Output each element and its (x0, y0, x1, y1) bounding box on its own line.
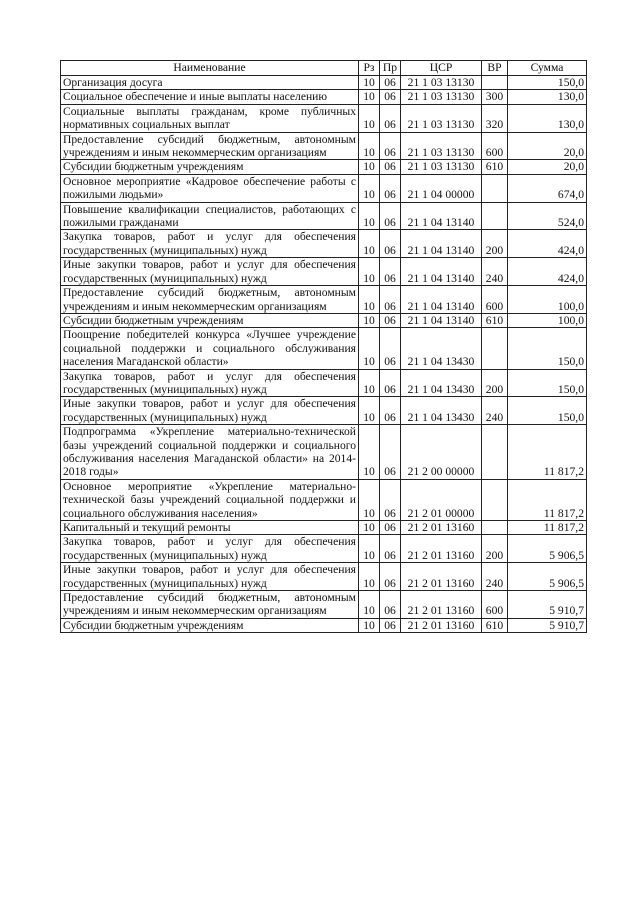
cell-sum: 11 817,2 (508, 479, 587, 520)
table-row (61, 328, 587, 369)
budget-table (60, 60, 587, 633)
cell-sum: 5 910,7 (508, 591, 587, 619)
header-name: Наименование (61, 61, 359, 76)
cell-sum: 150,0 (508, 397, 587, 425)
cell-csr: 21 2 01 00000 (401, 479, 482, 520)
cell-vr: 600 (482, 591, 508, 619)
cell-csr: 21 1 04 13140 (401, 230, 482, 258)
cell-pr: 06 (380, 104, 401, 132)
cell-name: Субсидии бюджетным учреждениям (61, 160, 359, 174)
cell-vr: 300 (482, 90, 508, 104)
cell-rz: 10 (359, 479, 380, 520)
cell-pr: 06 (380, 258, 401, 286)
table-row (61, 104, 587, 132)
table-row (61, 76, 587, 90)
cell-name: Предоставление субсидий бюджетным, автономным учреждениям и иным некоммерческим организациям (61, 591, 359, 619)
table-row (61, 160, 587, 174)
cell-csr: 21 2 01 13160 (401, 591, 482, 619)
cell-name: Закупка товаров, работ и услуг для обеспечения государственных (муниципальных) нужд (61, 535, 359, 563)
cell-csr: 21 2 01 13160 (401, 521, 482, 535)
table-row (61, 90, 587, 104)
header-csr: ЦСР (401, 61, 482, 76)
cell-rz: 10 (359, 618, 380, 632)
cell-pr: 06 (380, 591, 401, 619)
table-row (61, 591, 587, 619)
table-row (61, 563, 587, 591)
cell-name: Подпрограмма «Укрепление материально-технической базы учреждений социальной поддержки и социального обслуживания населения Магаданской области» на 2014-2018 годы» (61, 425, 359, 480)
cell-pr: 06 (380, 369, 401, 397)
cell-rz: 10 (359, 286, 380, 314)
cell-pr: 06 (380, 286, 401, 314)
cell-vr: 200 (482, 535, 508, 563)
cell-rz: 10 (359, 328, 380, 369)
cell-vr: 240 (482, 563, 508, 591)
cell-rz: 10 (359, 397, 380, 425)
cell-vr: 200 (482, 230, 508, 258)
cell-sum: 130,0 (508, 90, 587, 104)
cell-sum: 150,0 (508, 328, 587, 369)
cell-name: Социальное обеспечение и иные выплаты населению (61, 90, 359, 104)
cell-csr: 21 1 03 13130 (401, 90, 482, 104)
cell-pr: 06 (380, 328, 401, 369)
cell-vr: 200 (482, 369, 508, 397)
cell-rz: 10 (359, 563, 380, 591)
cell-csr: 21 1 04 13140 (401, 286, 482, 314)
cell-csr: 21 2 00 00000 (401, 425, 482, 480)
table-row (61, 397, 587, 425)
cell-rz: 10 (359, 369, 380, 397)
header-vr: ВР (482, 61, 508, 76)
cell-name: Субсидии бюджетным учреждениям (61, 313, 359, 327)
cell-pr: 06 (380, 90, 401, 104)
cell-pr: 06 (380, 425, 401, 480)
cell-name: Закупка товаров, работ и услуг для обеспечения государственных (муниципальных) нужд (61, 369, 359, 397)
table-body (61, 76, 587, 633)
table-row (61, 369, 587, 397)
cell-vr (482, 328, 508, 369)
cell-csr: 21 1 04 00000 (401, 174, 482, 202)
cell-rz: 10 (359, 132, 380, 160)
cell-vr (482, 174, 508, 202)
cell-vr (482, 76, 508, 90)
cell-csr: 21 1 03 13130 (401, 160, 482, 174)
cell-pr: 06 (380, 535, 401, 563)
cell-vr: 610 (482, 313, 508, 327)
cell-rz: 10 (359, 591, 380, 619)
cell-name: Предоставление субсидий бюджетным, автономным учреждениям и иным некоммерческим организациям (61, 132, 359, 160)
cell-vr (482, 425, 508, 480)
cell-vr: 240 (482, 258, 508, 286)
cell-pr: 06 (380, 174, 401, 202)
header-rz: Рз (359, 61, 380, 76)
cell-sum: 150,0 (508, 76, 587, 90)
cell-name: Повышение квалификации специалистов, работающих с пожилыми гражданами (61, 202, 359, 230)
cell-name: Организация досуга (61, 76, 359, 90)
cell-rz: 10 (359, 535, 380, 563)
table-row (61, 202, 587, 230)
cell-name: Иные закупки товаров, работ и услуг для обеспечения государственных (муниципальных) нужд (61, 563, 359, 591)
cell-sum: 150,0 (508, 369, 587, 397)
cell-sum: 5 910,7 (508, 618, 587, 632)
cell-name: Поощрение победителей конкурса «Лучшее учреждение социальной поддержки и социального обслуживания населения Магаданской области» (61, 328, 359, 369)
table-header-row (61, 61, 587, 76)
cell-rz: 10 (359, 104, 380, 132)
cell-pr: 06 (380, 160, 401, 174)
cell-name: Предоставление субсидий бюджетным, автономным учреждениям и иным некоммерческим организациям (61, 286, 359, 314)
cell-sum: 5 906,5 (508, 563, 587, 591)
cell-rz: 10 (359, 521, 380, 535)
cell-rz: 10 (359, 160, 380, 174)
cell-pr: 06 (380, 397, 401, 425)
cell-rz: 10 (359, 230, 380, 258)
table-row (61, 230, 587, 258)
cell-sum: 20,0 (508, 160, 587, 174)
table-row (61, 479, 587, 520)
cell-sum: 424,0 (508, 230, 587, 258)
cell-sum: 674,0 (508, 174, 587, 202)
table-row (61, 174, 587, 202)
document-page (60, 60, 586, 633)
cell-pr: 06 (380, 563, 401, 591)
cell-name: Иные закупки товаров, работ и услуг для обеспечения государственных (муниципальных) нужд (61, 397, 359, 425)
cell-sum: 100,0 (508, 286, 587, 314)
cell-csr: 21 1 04 13430 (401, 397, 482, 425)
cell-name: Закупка товаров, работ и услуг для обеспечения государственных (муниципальных) нужд (61, 230, 359, 258)
cell-sum: 424,0 (508, 258, 587, 286)
cell-pr: 06 (380, 202, 401, 230)
table-row (61, 425, 587, 480)
cell-name: Основное мероприятие «Укрепление материально-технической базы учреждений социальной поддержки и социального обслуживания населения» (61, 479, 359, 520)
table-row (61, 132, 587, 160)
cell-vr: 600 (482, 132, 508, 160)
cell-csr: 21 2 01 13160 (401, 618, 482, 632)
table-row (61, 313, 587, 327)
cell-rz: 10 (359, 258, 380, 286)
cell-name: Социальные выплаты гражданам, кроме публичных нормативных социальных выплат (61, 104, 359, 132)
cell-sum: 524,0 (508, 202, 587, 230)
cell-sum: 20,0 (508, 132, 587, 160)
cell-name: Иные закупки товаров, работ и услуг для обеспечения государственных (муниципальных) нужд (61, 258, 359, 286)
cell-rz: 10 (359, 313, 380, 327)
cell-csr: 21 1 04 13430 (401, 369, 482, 397)
header-pr: Пр (380, 61, 401, 76)
cell-vr: 600 (482, 286, 508, 314)
table-row (61, 286, 587, 314)
cell-name: Капитальный и текущий ремонты (61, 521, 359, 535)
cell-csr: 21 1 03 13130 (401, 76, 482, 90)
cell-csr: 21 1 03 13130 (401, 104, 482, 132)
cell-rz: 10 (359, 90, 380, 104)
table-row (61, 521, 587, 535)
cell-vr (482, 202, 508, 230)
cell-csr: 21 1 04 13140 (401, 202, 482, 230)
cell-rz: 10 (359, 425, 380, 480)
header-sum: Сумма (508, 61, 587, 76)
cell-sum: 11 817,2 (508, 521, 587, 535)
cell-vr: 610 (482, 160, 508, 174)
cell-name: Основное мероприятие «Кадровое обеспечение работы с пожилыми людьми» (61, 174, 359, 202)
cell-vr (482, 521, 508, 535)
cell-sum: 5 906,5 (508, 535, 587, 563)
cell-pr: 06 (380, 76, 401, 90)
cell-csr: 21 2 01 13160 (401, 563, 482, 591)
cell-vr: 610 (482, 618, 508, 632)
cell-csr: 21 1 03 13130 (401, 132, 482, 160)
table-row (61, 258, 587, 286)
cell-csr: 21 1 04 13140 (401, 313, 482, 327)
cell-rz: 10 (359, 76, 380, 90)
cell-rz: 10 (359, 174, 380, 202)
cell-vr: 240 (482, 397, 508, 425)
cell-sum: 11 817,2 (508, 425, 587, 480)
cell-pr: 06 (380, 479, 401, 520)
table-row (61, 618, 587, 632)
cell-sum: 100,0 (508, 313, 587, 327)
cell-pr: 06 (380, 521, 401, 535)
cell-sum: 130,0 (508, 104, 587, 132)
cell-vr (482, 479, 508, 520)
cell-csr: 21 2 01 13160 (401, 535, 482, 563)
cell-rz: 10 (359, 202, 380, 230)
table-row (61, 535, 587, 563)
cell-vr: 320 (482, 104, 508, 132)
cell-pr: 06 (380, 618, 401, 632)
cell-csr: 21 1 04 13430 (401, 328, 482, 369)
cell-pr: 06 (380, 132, 401, 160)
cell-name: Субсидии бюджетным учреждениям (61, 618, 359, 632)
cell-pr: 06 (380, 230, 401, 258)
cell-pr: 06 (380, 313, 401, 327)
cell-csr: 21 1 04 13140 (401, 258, 482, 286)
